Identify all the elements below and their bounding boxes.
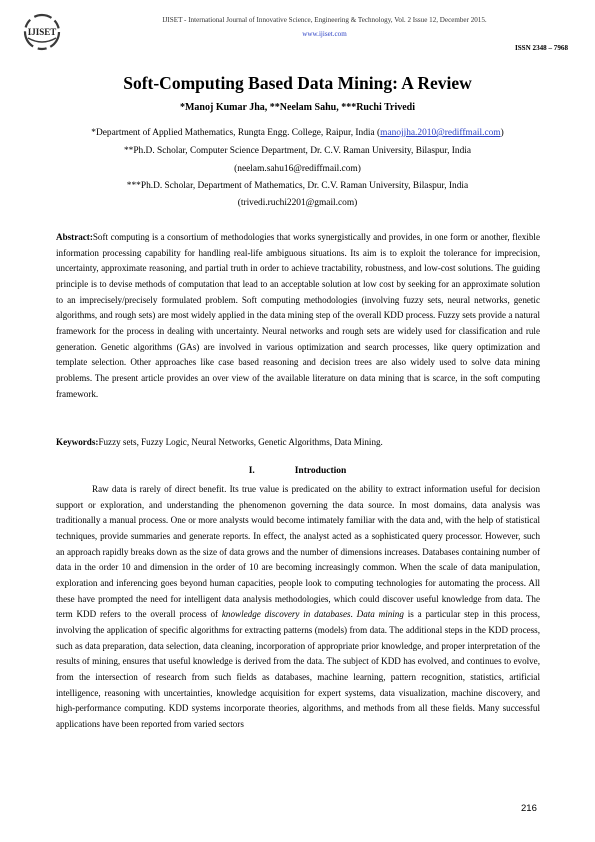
affiliation-1-text: *Department of Applied Mathematics, Rungta Engg. College, Raipur, India (	[91, 128, 381, 138]
affiliation-1-close: )	[500, 128, 504, 138]
journal-header: IJISET - International Journal of Innovative Science, Engineering & Technology, Vol. 2 Issue 12, December 2015.	[162, 16, 487, 24]
abstract-label: Abstract:	[56, 232, 93, 242]
keywords-label: Keywords:	[56, 437, 99, 447]
section-heading	[0, 466, 595, 476]
affiliation-3: ***Ph.D. Scholar, Department of Mathematics, Dr. C.V. Raman University, Bilaspur, India	[126, 181, 469, 191]
section-number: I.	[248, 466, 255, 476]
affiliation-3-email: (trivedi.ruchi2201@gmail.com)	[237, 198, 358, 208]
keywords-paragraph	[56, 435, 540, 451]
page-number: 216	[521, 803, 537, 814]
keywords-text: Fuzzy sets, Fuzzy Logic, Neural Networks, Genetic Algorithms, Data Mining.	[98, 437, 383, 447]
issn-label: ISSN 2348 – 7968	[514, 44, 568, 52]
affiliation-2-email: (neelam.sahu16@rediffmail.com)	[234, 164, 361, 174]
intro-emphasis-data-mining: Data mining	[356, 609, 404, 620]
intro-emphasis-kdd: knowledge discovery in databases	[221, 609, 351, 620]
intro-text-1: Raw data is rarely of direct benefit. Its true value is predicated on the ability to extract information useful for decision support or exploration, and understanding the phenomenon governing the data source. In most domains, data analysis was traditionally a manual process. One or more analysts would become intimately familiar with the data and, with the help of statistical techniques, provide summaries and generate reports. In effect, the analyst acted as a sophisticated query processor. However, such an approach rapidly breaks down as the size of data grows and the number of dimensions increases. Databases containing number of data in the order 10 and dimension in the order of 10 are becoming increasingly common. When the scale of data manipulation, exploration and inferencing goes beyond human capacities, people look to computing technologies for automating the process. All these have prompted the need for intelligent data analysis methodologies, which could discover useful knowledge from data. The term KDD refers to the overall process of	[56, 484, 540, 620]
paper-title: Soft-Computing Based Data Mining: A Review	[123, 73, 472, 93]
section-title: Introduction	[294, 466, 347, 476]
abstract-paragraph	[56, 230, 540, 402]
svg-text:IJISET: IJISET	[27, 27, 57, 37]
journal-url-link[interactable]: www.ijiset.com	[302, 30, 347, 38]
affiliation-2: **Ph.D. Scholar, Computer Science Department, Dr. C.V. Raman University, Bilaspur, India	[123, 146, 472, 156]
intro-text-2: is a particular step in this process, involving the application of specific algorithms for extracting patterns (models) from data. The additional steps in the KDD process, such as data preparation, data selection, data cleaning, incorporation of appropriate prior knowledge, and proper interpretation of the results of mining, ensures that useful knowledge is derived from the data. The subject of KDD has evolved, and continues to evolve, from the intersection of research from such fields as databases, machine learning, pattern recognition, statistics, artificial intelligence, reasoning with uncertainties, knowledge acquisition for expert systems, data visualization, machine discovery, and high-performance computing. KDD systems incorporate theories, algorithms, and methods from all these fields. Many successful applications have been reported from varied sectors	[56, 609, 540, 729]
intro-paragraph	[56, 482, 540, 733]
affiliation-1	[20, 128, 575, 138]
journal-logo	[22, 12, 62, 52]
author-1-email-link[interactable]: manojjha.2010@rediffmail.com	[380, 128, 501, 138]
abstract-text: Soft computing is a consortium of methodologies that works synergistically and provides, in one form or another, flexible information processing capability for handling real-life ambiguous situations. Its aim is to exploit the tolerance for imprecision, uncertainty, approximate reasoning, and partial truth in order to achieve tractability, robustness, and low-cost solutions. The guiding principle is to devise methods of computation that lead to an acceptable solution at low cost by seeking for an approximate solution to an imprecisely/precisely formulated problem. Soft computing methodologies (involving fuzzy sets, neural networks, genetic algorithms, and rough sets) are most widely applied in the data mining step of the overall KDD process. Fuzzy sets provide a natural framework for the process in dealing with uncertainty. Neural networks and rough sets are widely used for classification and rule generation. Genetic algorithms (GAs) are involved in various optimization and search processes, like query optimization and template selection. Other approaches like case based reasoning and decision trees are also widely used to solve data mining problems. The present article provides an over view of the available literature on data mining that is scarce, in the soft computing framework.	[56, 232, 540, 399]
author-list: *Manoj Kumar Jha, **Neelam Sahu, ***Ruchi Trivedi	[179, 102, 415, 113]
intro-text-mid: .	[350, 609, 357, 620]
